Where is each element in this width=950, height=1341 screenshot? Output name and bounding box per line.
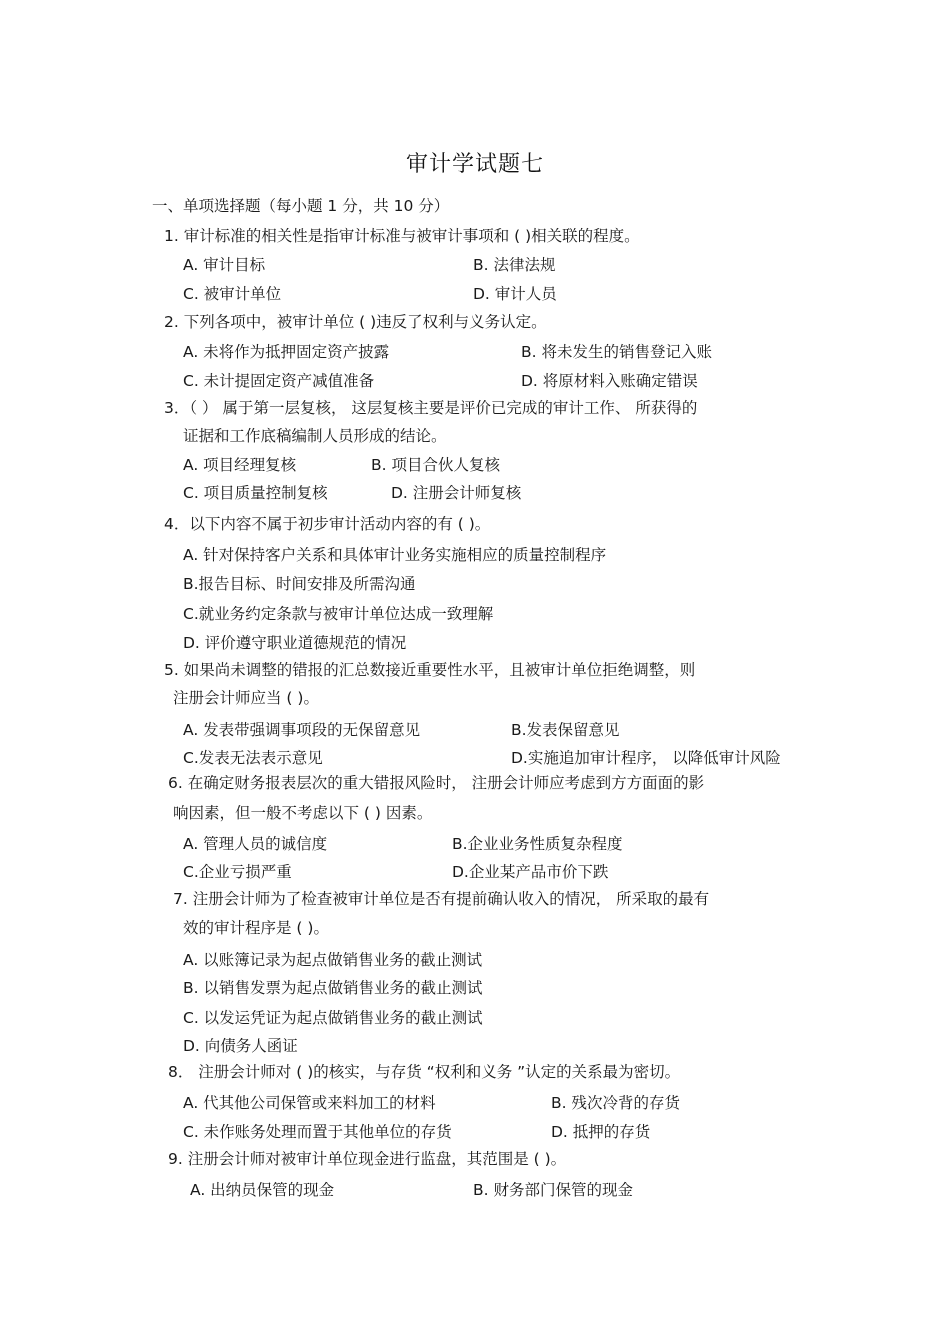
question-6-option-a: A. 管理人员的诚信度 [183, 835, 328, 853]
question-4-option-c: C.就业务约定条款与被审计单位达成一致理解 [183, 605, 494, 623]
question-7-option-d: D. 向债务人函证 [183, 1037, 298, 1055]
question-1-option-d: D. 审计人员 [473, 285, 557, 303]
question-1-option-c: C. 被审计单位 [183, 285, 282, 303]
question-1-option-a: A. 审计目标 [183, 256, 266, 274]
question-3-stem-line-1: 3．（ ） 属于第一层复核， 这层复核主要是评价已完成的审计工作、 所获得的 [164, 399, 698, 417]
question-6-stem-line-2: 响因素，但一般不考虑以下 ( ) 因素。 [173, 804, 433, 822]
question-9-stem: 9. 注册会计师对被审计单位现金进行监盘，其范围是 ( )。 [168, 1150, 567, 1168]
question-4-option-d: D. 评价遵守职业道德规范的情况 [183, 634, 407, 652]
question-2-stem: 2. 下列各项中，被审计单位 ( )违反了权利与义务认定。 [164, 313, 547, 331]
question-6-option-b: B.企业业务性质复杂程度 [452, 835, 623, 853]
question-3-option-d: D. 注册会计师复核 [391, 484, 522, 502]
question-3-option-c: C. 项目质量控制复核 [183, 484, 328, 502]
question-8-option-b: B. 残次冷背的存货 [551, 1094, 680, 1112]
question-6-option-d: D.企业某产品市价下跌 [452, 863, 609, 881]
question-5-option-d: D.实施追加审计程序， 以降低审计风险 [511, 749, 781, 767]
question-4-option-b: B.报告目标、时间安排及所需沟通 [183, 575, 416, 593]
question-5-stem-line-2: 注册会计师应当 ( )。 [173, 689, 319, 707]
question-1-stem: 1. 审计标准的相关性是指审计标准与被审计事项和 ( )相关联的程度。 [164, 227, 640, 245]
document-title: 审计学试题七 [405, 152, 544, 177]
question-9-option-b: B. 财务部门保管的现金 [473, 1181, 633, 1199]
question-8-option-d: D. 抵押的存货 [551, 1123, 651, 1141]
question-5-option-a: A. 发表带强调事项段的无保留意见 [183, 721, 421, 739]
question-7-option-b: B. 以销售发票为起点做销售业务的截止测试 [183, 979, 483, 997]
question-2-option-b: B. 将未发生的销售登记入账 [521, 343, 712, 361]
question-7-option-a: A. 以账簿记录为起点做销售业务的截止测试 [183, 951, 483, 969]
question-7-stem-line-2: 效的审计程序是 ( )。 [183, 919, 329, 937]
question-2-option-a: A. 未将作为抵押固定资产披露 [183, 343, 390, 361]
question-7-stem-line-1: 7. 注册会计师为了检查被审计单位是否有提前确认收入的情况， 所采取的最有 [173, 890, 710, 908]
question-8-option-a: A. 代其他公司保管或来料加工的材料 [183, 1094, 436, 1112]
question-3-option-b: B. 项目合伙人复核 [371, 456, 500, 474]
question-5-option-b: B.发表保留意见 [511, 721, 620, 739]
question-4-stem: 4．以下内容不属于初步审计活动内容的有 ( )。 [164, 515, 491, 533]
question-8-option-c: C. 未作账务处理而置于其他单位的存货 [183, 1123, 452, 1141]
question-6-option-c: C.企业亏损严重 [183, 863, 292, 881]
question-2-option-c: C. 未计提固定资产减值准备 [183, 372, 375, 390]
question-2-option-d: D. 将原材料入账确定错误 [521, 372, 698, 390]
question-8-stem: 8． 注册会计师对 ( )的核实，与存货 “权利和义务 ”认定的关系最为密切。 [168, 1063, 681, 1081]
section-heading: 一、单项选择题（每小题 1 分，共 10 分） [152, 197, 450, 215]
question-3-stem-line-2: 证据和工作底稿编制人员形成的结论。 [183, 427, 447, 445]
question-4-option-a: A. 针对保持客户关系和具体审计业务实施相应的质量控制程序 [183, 546, 607, 564]
question-7-option-c: C. 以发运凭证为起点做销售业务的截止测试 [183, 1009, 483, 1027]
question-1-option-b: B. 法律法规 [473, 256, 556, 274]
question-5-stem-line-1: 5. 如果尚未调整的错报的汇总数接近重要性水平，且被审计单位拒绝调整，则 [164, 661, 696, 679]
question-6-stem-line-1: 6. 在确定财务报表层次的重大错报风险时， 注册会计师应考虑到方方面面的影 [168, 774, 705, 792]
question-3-option-a: A. 项目经理复核 [183, 456, 297, 474]
question-5-option-c: C.发表无法表示意见 [183, 749, 323, 767]
question-9-option-a: A. 出纳员保管的现金 [190, 1181, 335, 1199]
